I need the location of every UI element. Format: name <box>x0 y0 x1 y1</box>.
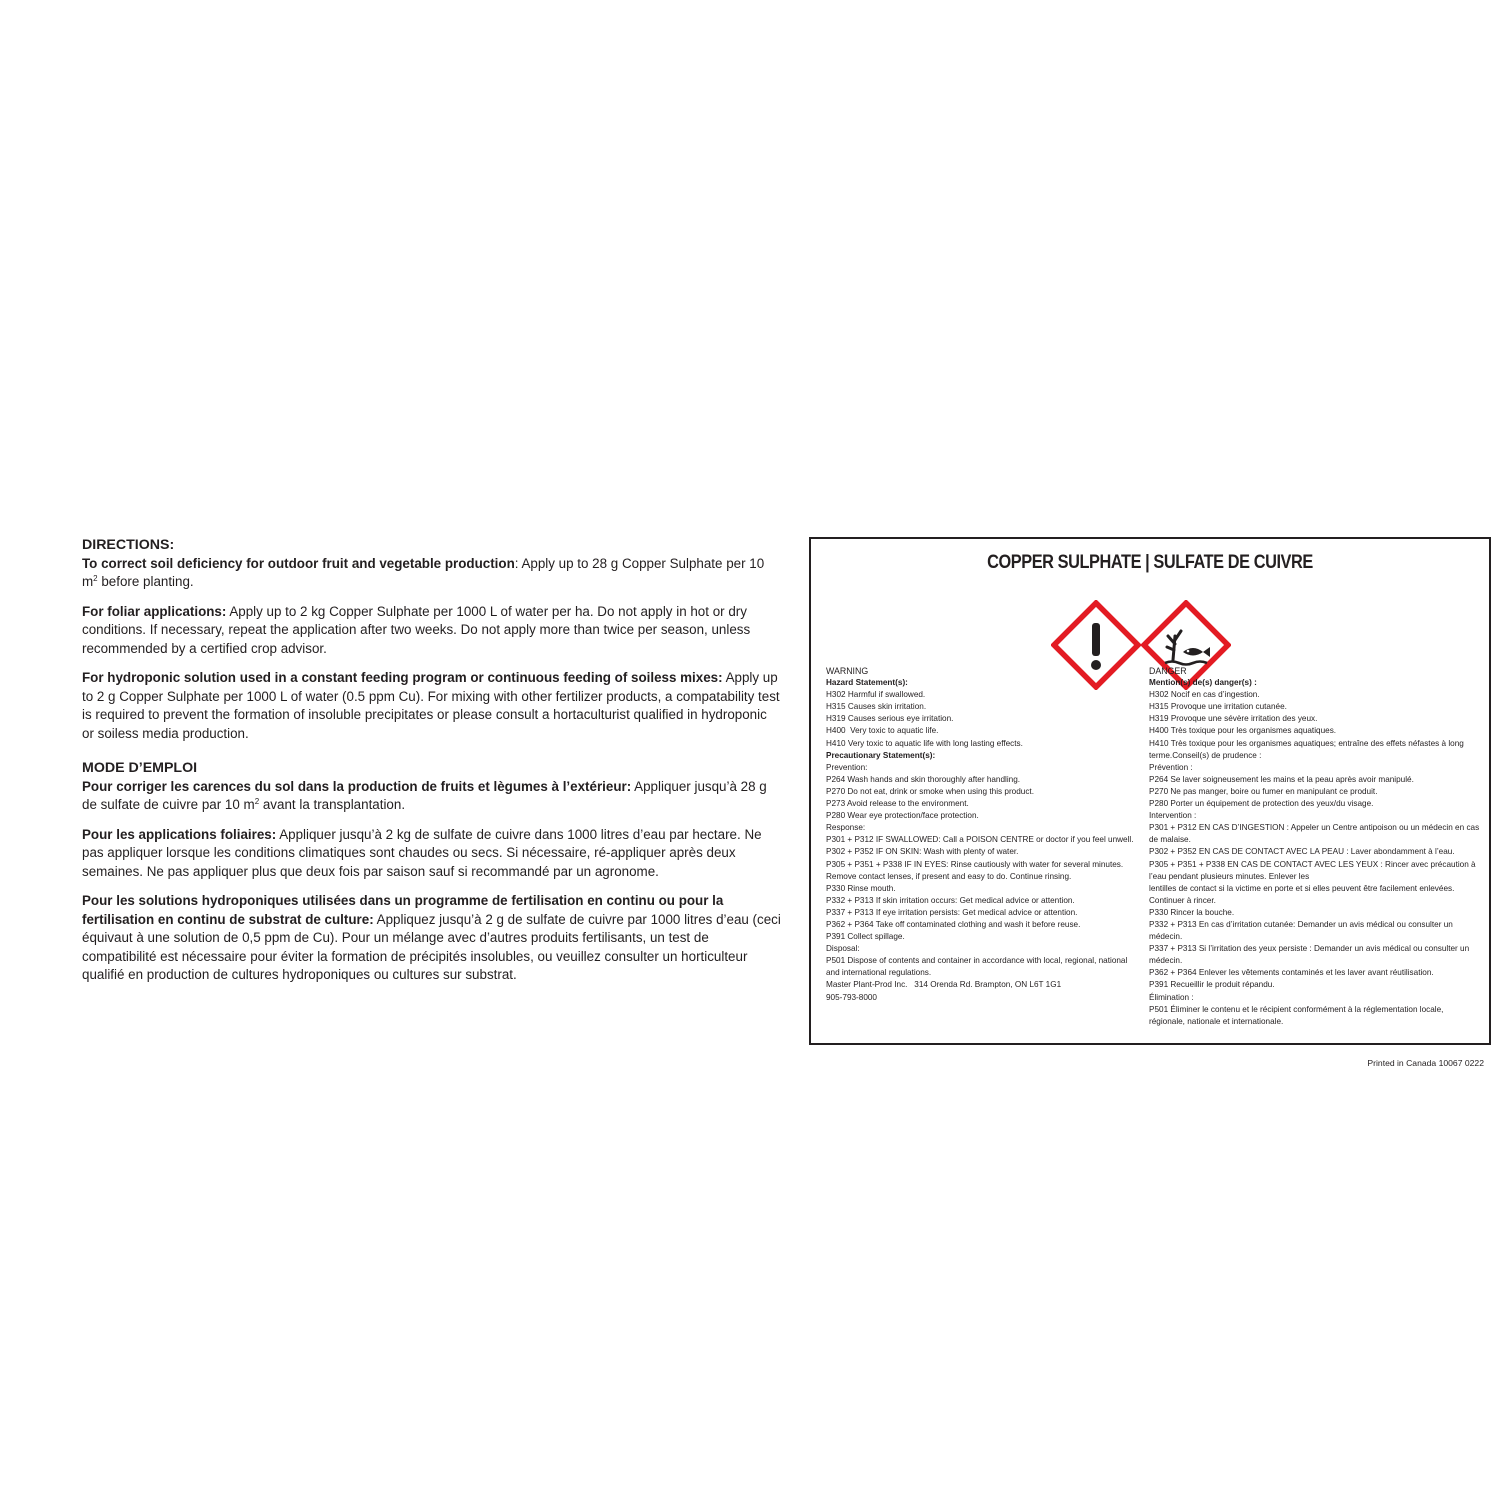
mode-emploi-paragraph: Pour les applications foliaires: Appliquer jusqu’à 2 kg de sulfate de cuivre dans 1000 litres d’eau par hectare. Ne pas appliquer lorsque les conditions climatiques sont chaudes ou secs. Si nécessaire, ré-appliquer après deux semaines. Ne pas appliquer plus que deux fois par saison sauf si recommandé par un agronome. <box>82 826 762 879</box>
mode-emploi-paragraph: Pour corriger les carences du sol dans la production de fruits et lègumes à l’extérieur: Appliquer jusqu’à 28 g de sulfate de cuivre par 10 $m^2$ avant la transplantation. <box>82 778 767 812</box>
precaution-line: P270 Ne pas manger, boire ou fumer en manipulant ce produit. <box>1149 786 1378 796</box>
directions-paragraph: For hydroponic solution used in a constant feeding program or continuous feeding of soiless mixes: Apply up to 2 g Copper Sulphate per 1000 L of water (0.5 ppm Cu). For mixing with other fertilizer products, a compatability test is required to prevent the formation of insoluble precipitates or please consult a hortaculturist qualified in hydroponic or soiless media production. <box>82 670 780 741</box>
precaution-line: P264 Wash hands and skin thoroughly after handling. <box>826 774 1021 784</box>
precaution-line: P301 + P312 EN CAS D’INGESTION : Appeler un Centre antipoison ou un médecin en cas de malaise. <box>1149 823 1482 845</box>
precaution-line: P301 + P312 IF SWALLOWED: Call a POISON CENTRE or doctor if you feel unwell. <box>826 835 1134 845</box>
hazard-line: H400 Très toxique pour les organismes aquatiques. <box>1149 726 1337 736</box>
precaution-line: P391 Recueillir le produit répandu. <box>1149 980 1275 990</box>
hazard-line: H315 Causes skin irritation. <box>826 702 927 712</box>
precaution-line: P337 + P313 If eye irritation persists: Get medical advice or attention. <box>826 907 1078 917</box>
precaution-line: P362 + P364 Enlever les vêtements contaminés et les laver avant réutilisation. <box>1149 968 1434 978</box>
precaution-line: Intervention : <box>1149 811 1197 821</box>
company-address: Master Plant-Prod Inc. 314 Orenda Rd. Brampton, ON L6T 1G1 <box>826 980 1062 990</box>
label-title: COPPER SULPHATE | SULFATE DE CUIVRE <box>987 552 1313 573</box>
hazard-heading: Mention(s) de(s) danger(s) : <box>1149 678 1257 688</box>
precaution-line: P362 + P364 Take off contaminated clothing and wash it before reuse. <box>826 919 1081 929</box>
hazard-line: H319 Causes serious eye irritation. <box>826 714 954 724</box>
mode-emploi-heading: MODE D’EMPLOI <box>82 760 198 776</box>
precaution-line: P501 Dispose of contents and container in accordance with local, regional, national and international regulations. <box>826 956 1130 978</box>
hazard-line: H302 Nocif en cas d’ingestion. <box>1149 690 1260 700</box>
precaution-line: P305 + P351 + P338 EN CAS DE CONTACT AVEC LES YEUX : Rincer avec précaution à l’eau pendant plusieurs minutes. Enlever les <box>1149 859 1478 881</box>
signal-word-warning: WARNING <box>826 666 869 676</box>
precaution-line: lentilles de contact si la victime en porte et si elles peuvent être facilement enlevées. Continuer à rincer. <box>1149 883 1457 905</box>
precaution-line: P264 Se laver soigneusement les mains et la peau après avoir manipulé. <box>1149 774 1414 784</box>
precaution-line: P330 Rincer la bouche. <box>1149 907 1235 917</box>
precaution-line: Prevention: <box>826 762 868 772</box>
hazard-line: H410 Very toxic to aquatic life with long lasting effects. <box>826 738 1023 748</box>
precaution-line: P391 Collect spillage. <box>826 932 905 942</box>
directions-heading: DIRECTIONS: <box>82 537 175 553</box>
hazard-line: H315 Provoque une irritation cutanée. <box>1149 702 1287 712</box>
hazard-heading: Hazard Statement(s): <box>826 678 908 688</box>
precaution-line: P332 + P313 En cas d’irritation cutanée: Demander un avis médical ou consulter un médecin. <box>1149 919 1456 942</box>
mode-emploi-paragraph: Pour les solutions hydroponiques utilisées dans un programme de fertilisation en continu ou pour la fertilisation en continu de substrat de culture: Appliquez jusqu’à 2 g de sulfate de cuivre par 1000 litres d’eau (ceci équivaut à une solution de 0,5 ppm de Cu). Pour un mélange avec d’autres produits fertilisants, un test de compatibilité est nécessaire pour éviter la formation de précipités insolubles, ou veuillez consulter un horticulteur qualifié en production de cultures hydroponiques ou cultures sur substrat. <box>82 893 781 982</box>
precaution-line: P305 + P351 + P338 IF IN EYES: Rinse cautiously with water for several minutes. Remove contact lenses, if present and easy to do. Continue rinsing. <box>826 859 1126 881</box>
precaution-line: Response: <box>826 823 866 833</box>
precaution-line: Prévention : <box>1149 762 1193 772</box>
printed-in-canada-note: Printed in Canada 10067 0222 <box>1367 1058 1484 1068</box>
precaution-line: P270 Do not eat, drink or smoke when using this product. <box>826 786 1034 796</box>
precaution-line: P337 + P313 Si l’irritation des yeux persiste : Demander un avis médical ou consulter un médecin. <box>1149 944 1472 966</box>
hazard-label <box>809 537 1491 1045</box>
precaution-line: P330 Rinse mouth. <box>826 883 896 893</box>
precaution-line: P302 + P352 EN CAS DE CONTACT AVEC LA PEAU : Laver abondamment à l’eau. <box>1149 847 1455 857</box>
signal-word-danger: DANGER <box>1149 666 1187 676</box>
company-phone: 905-793-8000 <box>826 992 877 1002</box>
precaution-line: P280 Wear eye protection/face protection. <box>826 811 979 821</box>
precaution-line: P302 + P352 IF ON SKIN: Wash with plenty of water. <box>826 847 1019 857</box>
precaution-heading: Precautionary Statement(s): <box>826 750 936 760</box>
directions-paragraph: To correct soil deficiency for outdoor fruit and vegetable production: Apply up to 28 g Copper Sulphate per 10 $m^2$ before planting. <box>82 555 765 589</box>
precaution-line: P332 + P313 If skin irritation occurs: Get medical advice or attention. <box>826 895 1075 905</box>
hazard-line: H400 Very toxic to aquatic life. <box>826 726 939 736</box>
precaution-line: Disposal: <box>826 944 860 954</box>
precaution-line: P273 Avoid release to the environment. <box>826 799 969 809</box>
precaution-line: Élimination : <box>1149 992 1194 1002</box>
precaution-line: P501 Éliminer le contenu et le récipient conformément à la réglementation locale, régionale, nationale et internationale. <box>1149 1004 1446 1026</box>
hazard-line: H302 Harmful if swallowed. <box>826 690 926 700</box>
precaution-line: P280 Porter un équipement de protection des yeux/du visage. <box>1149 799 1374 809</box>
hazard-statements-french <box>1149 665 1481 1028</box>
hazard-line: H319 Provoque une sévère irritation des yeux. <box>1149 714 1318 724</box>
directions-paragraph: For foliar applications: Apply up to 2 kg Copper Sulphate per 1000 L of water per ha. Do not apply in hot or dry conditions. If necessary, repeat the application after two weeks. Do not apply more than twice per season, unless recommended by a certified crop advisor. <box>82 603 751 656</box>
hazard-statements-english <box>826 665 1136 1004</box>
directions-section <box>82 536 782 996</box>
hazard-line: H410 Très toxique pour les organismes aquatiques; entraîne des effets néfastes à long terme.Conseil(s) de prudence : <box>1149 738 1467 760</box>
